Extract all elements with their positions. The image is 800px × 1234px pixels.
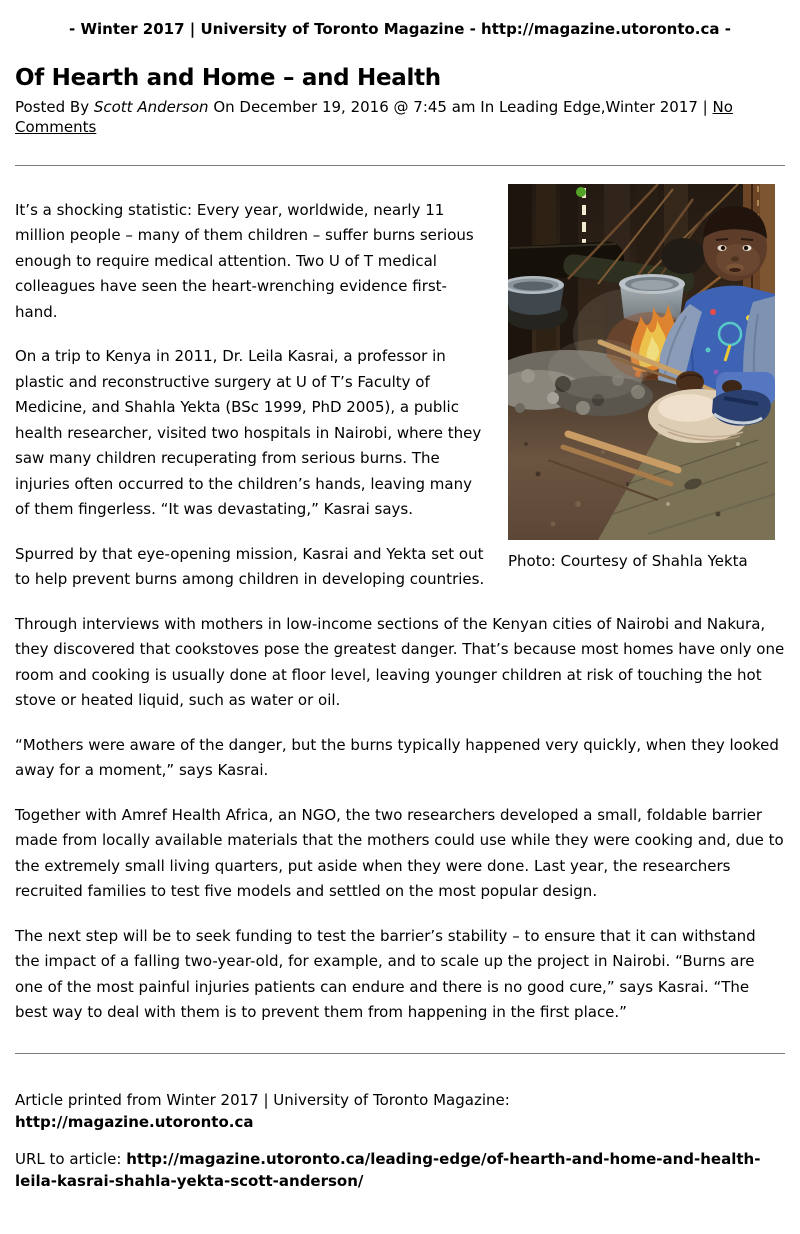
article-paragraph: Through interviews with mothers in low-income sections of the Kenyan cities of Nairobi and Nakura, they discovered that cookstoves pose the greatest danger. That’s because most homes have only one room and cooking is usually done at floor level, leaving younger children at risk of touching the hot stove or heated liquid, such as water or oil. [15,614,785,710]
article-paragraph: On a trip to Kenya in 2011, Dr. Leila Kasrai, a professor in plastic and reconstructive surgery at U of T’s Faculty of Medicine, and Shahla Yekta (BSc 1999, PhD 2005), a public health researcher, visited two hospitals in Nairobi, where they saw many children recuperating from serious burns. The injuries often occurred to the children’s hands, leaving many of them fingerless. “It was devastating,” Kasrai says. [15,347,482,519]
article-paragraph: Together with Amref Health Africa, an NGO, the two researchers developed a small, foldable barrier made from locally available materials that the mothers could use while they were cooking and, due to the extremely small living quarters, put aside when they were done. Last year, the researchers recruited families to test five models and settled on the most popular design. [15,805,784,901]
article-paragraph: The next step will be to seek funding to test the barrier’s stability – to ensure that it can withstand the impact of a falling two-year-old, for example, and to scale up the project in Nairobi. “Burns are one of the most painful injuries patients can endure and there is no good cure,” says Kasrai. “The best way to deal with them is to prevent them from happening in the first place.” [15,926,756,1022]
byline-author: Scott Anderson [93,98,209,117]
url-to-article-label: URL to article: [15,1150,122,1169]
url-to-article [15,1149,785,1193]
photo-caption: Photo: Courtesy of Shahla Yekta [508,551,748,570]
printed-from-label: Article printed from Winter 2017 | University of Toronto Magazine: [15,1090,510,1109]
bottom-divider [15,1053,785,1054]
masthead: - Winter 2017 | University of Toronto Magazine - http://magazine.utoronto.ca - [69,20,731,38]
byline [15,98,785,138]
article-paragraph: Spurred by that eye-opening mission, Kasrai and Yekta set out to help prevent burns among children in developing countries. [15,544,485,589]
printed-from-url: http://magazine.utoronto.ca [15,1112,254,1131]
no-comments-link[interactable]: No Comments [15,98,733,136]
article-photo [508,184,775,540]
article-url: http://magazine.utoronto.ca/leading-edge/of-hearth-and-home-and-health-leila-kasrai-shahla-yekta-scott-anderson/ [15,1150,761,1191]
article-paragraph: “Mothers were aware of the danger, but the burns typically happened very quickly, when they looked away for a moment,” says Kasrai. [15,735,779,780]
article-title: Of Hearth and Home – and Health [15,64,441,91]
byline-posted-by: Posted By [15,98,90,117]
article-paragraph: It’s a shocking statistic: Every year, worldwide, nearly 11 million people – many of them children – suffer burns serious enough to require medical attention. Two U of T medical colleagues have seen the heart-wrenching evidence first-hand. [15,200,474,321]
printed-from [15,1090,785,1134]
article-body [15,166,785,1026]
print-footer [15,1090,785,1193]
byline-date-category: On December 19, 2016 @ 7:45 am In Leading Edge,Winter 2017 | [213,98,708,117]
article-photo-figure [508,184,775,572]
